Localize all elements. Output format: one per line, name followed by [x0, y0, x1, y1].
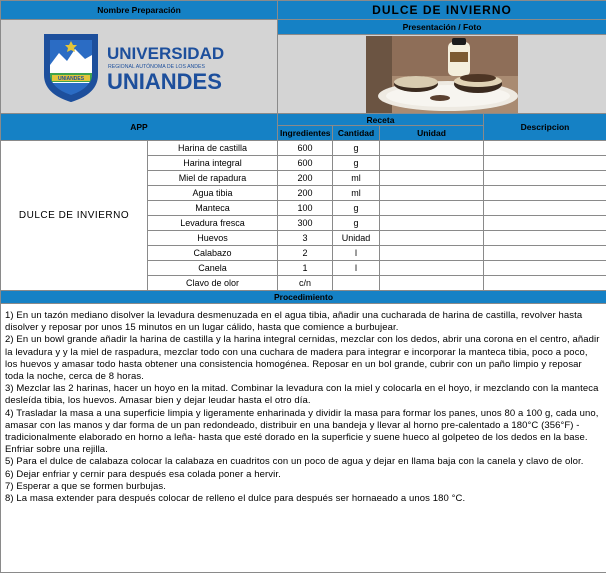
procedure-step: 4) Trasladar la masa a una superficie limpia y ligeramente enharinada y dividir la masa para formar los panes, unos 80 a 100 g, cada uno, amasar con las manos y dar forma de un pan redondeado, distribuir en una bandeja y llevar al horno pre-calentado a 180°C (356°F) -tradicionalmente elaborado en horno a leña- hasta que esté dorado en la superficie y suene hueco al golpeteo de los dedos en la base. Enfriar sobre una rejilla. — [5, 407, 599, 456]
procedure-body — [1, 304, 606, 573]
ingredient-unit: ml — [333, 186, 380, 201]
ingredient-obs — [380, 186, 484, 201]
ingredient-qty: 1 — [278, 261, 333, 276]
ingredient-obs — [380, 201, 484, 216]
ingredient-desc — [484, 246, 606, 261]
ingredient-desc — [484, 231, 606, 246]
ingredient-desc — [484, 216, 606, 231]
ingredient-qty: 300 — [278, 216, 333, 231]
university-shield-icon — [39, 27, 239, 107]
ingredient-obs — [380, 261, 484, 276]
ingredient-qty: 3 — [278, 231, 333, 246]
ingredient-unit: g — [333, 156, 380, 171]
ingredient-obs — [380, 156, 484, 171]
ingredient-obs — [380, 276, 484, 291]
ingredient-qty: 600 — [278, 156, 333, 171]
col-cantidad: Cantidad — [333, 126, 380, 141]
ingredient-desc — [484, 276, 606, 291]
ingredient-obs — [380, 216, 484, 231]
ingredient-obs — [380, 141, 484, 156]
ingredient-name: Clavo de olor — [148, 276, 278, 291]
procedimiento-label: Procedimiento — [1, 291, 606, 304]
ingredient-name: Harina de castilla — [148, 141, 278, 156]
ingredient-desc — [484, 186, 606, 201]
procedure-step: 8) La masa extender para después colocar de relleno el dulce para después ser hornaeado a unos 180 °C. — [5, 493, 466, 505]
col-ingredientes: Ingredientes — [278, 126, 333, 141]
ingredient-desc — [484, 201, 606, 216]
svg-text:UNIANDES: UNIANDES — [107, 68, 222, 94]
photo-cell — [278, 35, 606, 114]
svg-text:REGIONAL AUTÓNOMA DE LOS ANDES: REGIONAL AUTÓNOMA DE LOS ANDES — [108, 63, 205, 70]
procedure-step: 3) Mezclar las 2 harinas, hacer un hoyo en la mitad. Combinar la levadura con la miel y colocarla en el hoyo, ir mezclando con la manteca desleída tibia, los huevos. Amasar bien y dejar leudar hasta el otro día. — [5, 383, 599, 407]
app-name: DULCE DE INVIERNO — [1, 141, 148, 291]
dish-photo — [366, 36, 518, 113]
app-label: APP — [1, 114, 278, 141]
procedure-step: 6) Dejar enfriar y cernir para después esa colada poner a hervir. — [5, 468, 281, 480]
procedure-step: 5) Para el dulce de calabaza colocar la calabaza en cuadritos con un poco de agua y dejar en llama baja con la canela y clavo de olor. — [5, 456, 584, 468]
ingredient-qty: 200 — [278, 186, 333, 201]
ingredient-name: Calabazo — [148, 246, 278, 261]
university-logo — [1, 27, 277, 107]
logo-cell — [1, 20, 278, 114]
ingredient-unit: Unidad — [333, 231, 380, 246]
col-unidad: Unidad — [380, 126, 484, 141]
ingredient-obs — [380, 231, 484, 246]
svg-text:UNIVERSIDAD: UNIVERSIDAD — [107, 43, 225, 63]
ingredient-name: Canela — [148, 261, 278, 276]
ingredient-unit — [333, 276, 380, 291]
presentacion-label: Presentación / Foto — [278, 20, 606, 35]
ingredient-qty: c/n — [278, 276, 333, 291]
procedure-step: 1) En un tazón mediano disolver la levadura desmenuzada en el agua tibia, añadir una cucharada de harina de castilla, revolver hasta disolver y reposar por unos 15 minutos en un lugar cálido, hasta que comience a burbujear. — [5, 310, 583, 334]
ingredient-obs — [380, 246, 484, 261]
recipe-table — [0, 0, 606, 141]
recipe-title: DULCE DE INVIERNO — [278, 1, 606, 20]
ingredients-table — [0, 140, 606, 573]
ingredient-desc — [484, 171, 606, 186]
ingredient-unit: g — [333, 216, 380, 231]
ingredient-desc — [484, 141, 606, 156]
ingredient-unit: ml — [333, 171, 380, 186]
descripcion-label: Descripcion — [484, 114, 606, 141]
receta-label: Receta — [278, 114, 484, 126]
ingredient-desc — [484, 261, 606, 276]
ingredient-name: Miel de rapadura — [148, 171, 278, 186]
ingredient-qty: 2 — [278, 246, 333, 261]
ingredient-name: Harina integral — [148, 156, 278, 171]
ingredient-unit: g — [333, 201, 380, 216]
ingredient-unit: g — [333, 141, 380, 156]
ingredient-qty: 100 — [278, 201, 333, 216]
ingredient-unit: l — [333, 261, 380, 276]
ingredient-name: Huevos — [148, 231, 278, 246]
procedure-step: 2) En un bowl grande añadir la harina de castilla y la harina integral cernidas, mezclar con los dedos, abrir una corona en el centro, añadir la levadura y y la miel de raspadura, mezclar todo con una cuchara de madera para integrar e incorporar la manteca tibia, poco a poco, los huevos y amasar todo hasta obtener una consistencia homogénea. Reposar en un bol grande, cubrir con un paño limpio y reposar toda la noche, cerca de 8 horas. — [5, 334, 600, 383]
ingredient-name: Levadura fresca — [148, 216, 278, 231]
ingredient-desc — [484, 156, 606, 171]
nombre-preparacion-label: Nombre Preparación — [1, 1, 278, 20]
procedure-step: 7) Esperar a que se formen burbujas. — [5, 480, 166, 492]
ingredient-obs — [380, 171, 484, 186]
ingredient-name: Agua tibia — [148, 186, 278, 201]
ingredient-qty: 600 — [278, 141, 333, 156]
svg-text:UNIANDES: UNIANDES — [57, 75, 85, 82]
ingredient-qty: 200 — [278, 171, 333, 186]
ingredient-unit: l — [333, 246, 380, 261]
ingredient-name: Manteca — [148, 201, 278, 216]
